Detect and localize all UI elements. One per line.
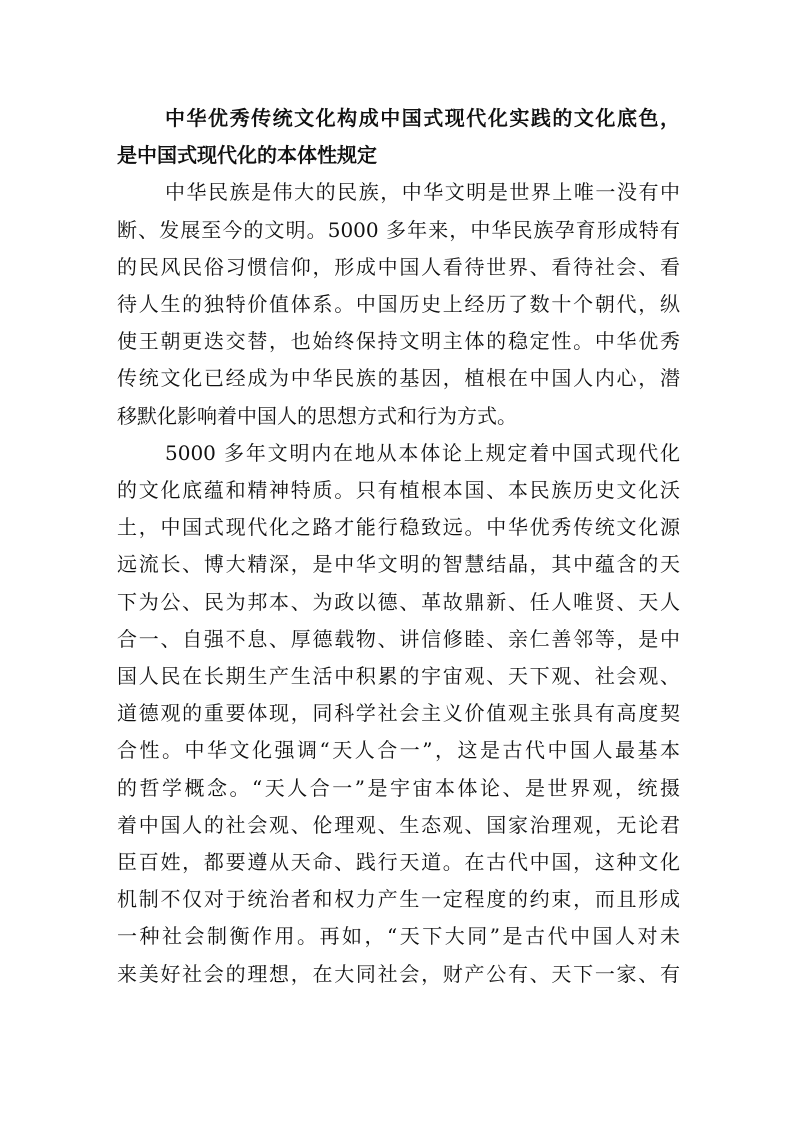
paragraph-line: 的文化底蕴和精神特质。只有植根本国、本民族历史文化沃 — [117, 478, 680, 502]
paragraph-line: 国人民在长期生产生活中积累的宇宙观、天下观、社会观、 — [117, 664, 680, 688]
paragraph-line: 传统文化已经成为中华民族的基因，植根在中国人内心，潜 — [117, 366, 680, 391]
paragraph-line: 道德观的重要体现，同科学社会主义价值观主张具有高度契 — [117, 701, 680, 726]
paragraph-line: 的哲学概念。“天人合一”是宇宙本体论、是世界观，统摄 — [117, 775, 680, 800]
paragraph-line: 来美好社会的理想，在大同社会，财产公有、天下一家、有 — [117, 961, 680, 986]
section-heading-line: 中华优秀传统文化构成中国式现代化实践的文化底色， — [165, 106, 680, 130]
paragraph-line: 机制不仅对于统治者和权力产生一定程度的约束，而且形成 — [117, 887, 680, 912]
paragraph-line: 5000 多年文明内在地从本体论上规定着中国式现代化 — [165, 440, 680, 465]
paragraph-line: 待人生的独特价值体系。中国历史上经历了数十个朝代，纵 — [117, 292, 680, 316]
paragraph-line: 着中国人的社会观、伦理观、生态观、国家治理观，无论君 — [117, 812, 680, 837]
paragraph-line: 断、发展至今的文明。5000 多年来，中华民族孕育形成特有 — [117, 217, 680, 242]
section-heading-line: 是中国式现代化的本体性规定 — [117, 143, 377, 168]
paragraph-line: 土，中国式现代化之路才能行稳致远。中华优秀传统文化源 — [117, 515, 680, 540]
paragraph-line: 下为公、民为邦本、为政以德、革故鼎新、任人唯贤、天人 — [117, 589, 680, 614]
paragraph-line: 合性。中华文化强调“天人合一”，这是古代中国人最基本 — [117, 738, 680, 763]
paragraph-line: 移默化影响着中国人的思想方式和行为方式。 — [117, 403, 517, 428]
paragraph-line: 中华民族是伟大的民族，中华文明是世界上唯一没有中 — [165, 180, 680, 205]
paragraph-line: 一种社会制衡作用。再如，“天下大同”是古代中国人对未 — [117, 924, 680, 949]
paragraph-line: 臣百姓，都要遵从天命、践行天道。在古代中国，这种文化 — [117, 850, 680, 874]
paragraph-line: 合一、自强不息、厚德载物、讲信修睦、亲仁善邻等，是中 — [117, 626, 680, 651]
paragraph-line: 使王朝更迭交替，也始终保持文明主体的稳定性。中华优秀 — [117, 329, 680, 354]
paragraph-line: 的民风民俗习惯信仰，形成中国人看待世界、看待社会、看 — [117, 254, 680, 279]
paragraph-line: 远流长、博大精深，是中华文明的智慧结晶，其中蕴含的天 — [117, 552, 680, 577]
